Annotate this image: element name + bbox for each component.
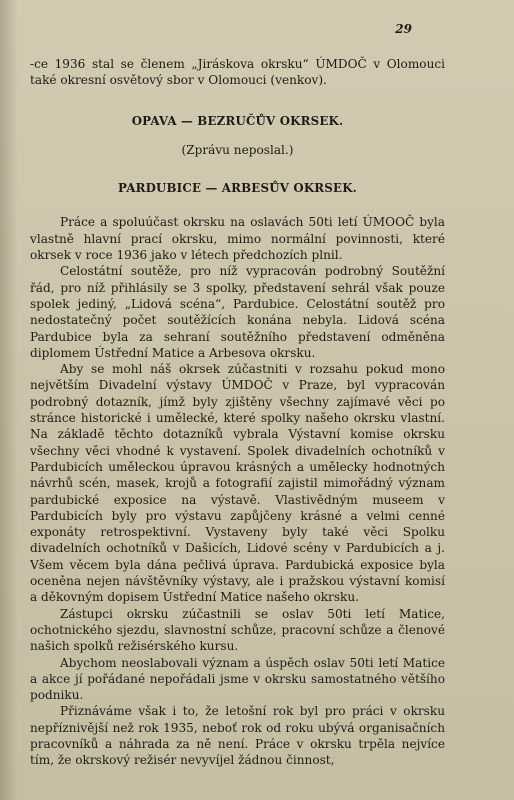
page-number: 29: [395, 22, 412, 36]
page-text: [30, 56, 445, 769]
paragraph-6: Přiznáváme však i to, že letošní rok byl pro práci v okrsku nepříznivější než rok 1935, neboť rok od roku ubývá organisačních pracovníků a náhrada za ně není. Práce v okrsku trpěla nejvíce tím, že okrskový režisér nevyvíjel žádnou činnost,: [30, 704, 445, 768]
section-heading-opava: OPAVA — BEZRUČŮV OKRSEK.: [131, 113, 344, 128]
paragraph-4: Zástupci okrsku zúčastnili se oslav 50ti letí Matice, ochotnického sjezdu, slavnostní schůze, pracovní schůze a členové našich spolků režisérského kursu.: [30, 606, 445, 654]
paragraph-5: Abychom neoslabovali význam a úspěch oslav 50ti letí Matice a akce jí pořádané nepořádali jsme v okrsku samostatného většího podniku.: [30, 655, 445, 703]
paragraph-1: Práce a spoluúčast okrsku na oslavách 50ti letí ÚMOOČ byla vlastně hlavní prací okrsku, mimo normální povinnosti, které okrsek v roce 1936 jako v létech předchozích plnil.: [30, 215, 445, 263]
section-note-opava: (Zprávu neposlal.): [181, 142, 294, 157]
section-heading-pardubice: PARDUBICE — ARBESŮV OKRSEK.: [118, 181, 357, 196]
paragraph-2: Celostátní soutěže, pro níž vypracován podrobný Soutěžní řád, pro níž přihlásily se 3 spolky, představení sehrál však pouze spolek jediný, „Lidová scéna“, Pardubice. Celostátní soutěž pro nedostatečný počet soutěžících konána nebyla. Lidová scéna Pardubice byla za sehraní soutěžního představení odměněna diplomem Ústřední Matice a Arbesova okrsku.: [30, 264, 445, 360]
intro-paragraph: -ce 1936 stal se členem „Jiráskova okrsku“ ÚMDOČ v Olomouci také okresní osvětový sbor v Olomouci (venkov).: [30, 57, 445, 88]
paragraph-3: Aby se mohl náš okrsek zúčastniti v rozsahu pokud mono největším Divadelní výstavy ÚMDOČ v Praze, byl vypracován podrobný dotazník, jímž byly zjištěny všechny zajímavé věci po stránce historické i umělecké, které spolky našeho okrsku vlastní. Na základě těchto dotazníků vybrala Výstavní komise okrsku všechny věci vhodné k vystavení. Spolek divadelních ochotníků v Pardubicích uměleckou úpravou krásných a umělecky hodnotných návrhů scén, masek, krojů a fotografií zajistil mimořádný význam pardubické exposice na výstavě. Vlastivědným museem v Pardubicích byly pro výstavu zapůjčeny krásné a velmi cenné exponáty retrospektivní. Vystaveny byly také věci Spolku divadelních ochotníků v Dašicích, Lidové scény v Pardubicích a j. Všem věcem byla dána pečlivá úprava. Pardubická exposice byla oceněna nejen návštěvníky výstavy, ale i pražskou výstavní komisí a děkovným dopisem Ústřední Matice našeho okrsku.: [30, 362, 445, 605]
